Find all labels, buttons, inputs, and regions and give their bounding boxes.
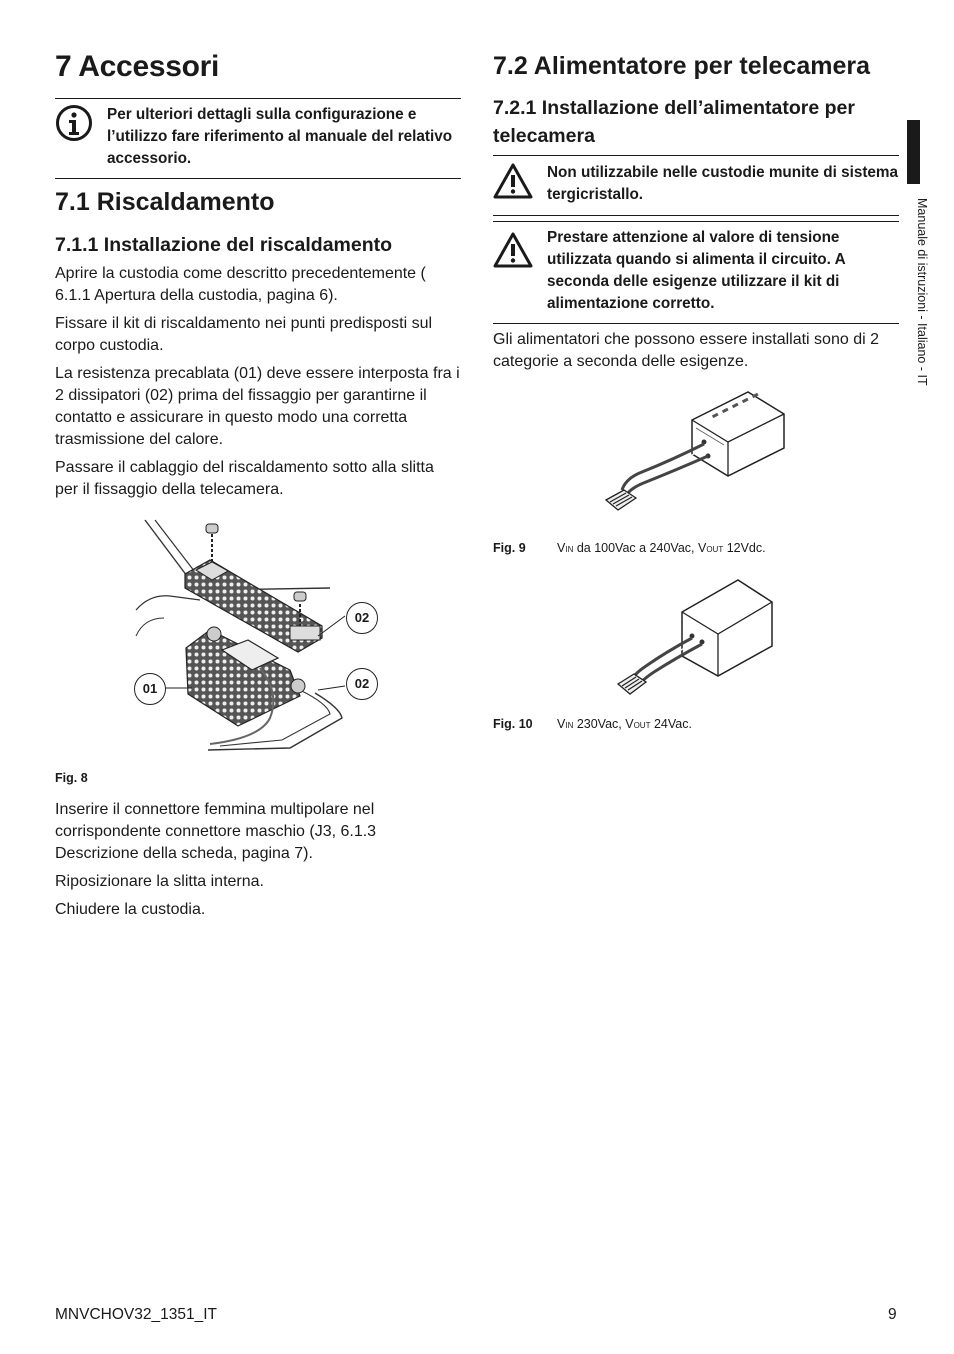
side-label: Manuale di istruzioni - Italiano - IT (915, 198, 929, 386)
divider (493, 215, 899, 216)
caption-in: IN (565, 545, 574, 554)
section-title: 7.1 Riscaldamento (55, 188, 275, 216)
figure-label: Fig. 9 (493, 541, 526, 555)
caption-out: OUT (633, 721, 651, 730)
info-icon (55, 104, 93, 142)
page-number: 9 (888, 1306, 897, 1323)
figure-caption (493, 541, 766, 555)
paragraph: Fissare il kit di riscaldamento nei punti predisposti sul corpo custodia. (55, 315, 433, 354)
warning-icon (493, 231, 533, 269)
caption-in: IN (565, 721, 574, 730)
paragraph: La resistenza precablata (01) deve essere interposta fra i 2 dissipatori (02) prima del fissaggio per garantirne il contatto e assicurare in questo modo una corretta trasmissione del calore. (55, 365, 460, 448)
paragraph: Aprire la custodia come descritto precedentemente ( 6.1.1 Apertura della custodia, pagina 6). (55, 265, 426, 304)
caption-v: V (557, 541, 566, 555)
subsection-title-right: 7.2.1 Installazione dell’alimentatore per telecamera (493, 97, 855, 147)
caption-v: V (625, 717, 634, 731)
divider (493, 221, 899, 222)
divider (493, 155, 899, 156)
info-note (55, 104, 461, 170)
callout-01: 01 (134, 673, 166, 705)
paragraph: Gli alimentatori che possono essere installati sono di 2 categorie a seconda delle esigenze. (493, 331, 879, 370)
figure-caption (493, 717, 692, 731)
warning-text: Prestare attenzione al valore di tensione utilizzata quando si alimenta il circuito. A seconda delle esigenze utilizzare il kit di alimentazione corretto. (547, 229, 846, 312)
body-text (55, 263, 461, 501)
heater-installation-illustration (130, 518, 390, 752)
figure-label: Fig. 10 (493, 717, 533, 731)
paragraph: Chiudere la custodia. (55, 901, 206, 918)
caption-out: OUT (706, 545, 724, 554)
subsection-title: 7.1.1 Installazione del riscaldamento (55, 234, 393, 256)
warning-icon (493, 162, 533, 200)
caption-text: da 100Vac a 240Vac, (573, 541, 698, 555)
caption-text: 230Vac, (573, 717, 626, 731)
divider (493, 323, 899, 324)
figure-label: Fig. 8 (55, 771, 88, 785)
body-text-after (55, 799, 461, 921)
paragraph: Passare il cablaggio del riscaldamento sotto alla slitta per il fissaggio della telecamera. (55, 459, 434, 498)
callout-02-upper: 02 (346, 602, 378, 634)
warning-note (493, 227, 899, 315)
page-title: 7 Accessori (55, 50, 220, 83)
paragraph: Riposizionare la slitta interna. (55, 873, 264, 890)
divider (55, 178, 461, 179)
caption-text: 24Vac. (650, 717, 692, 731)
paragraph: Inserire il connettore femmina multipolare nel corrispondente connettore maschio (J3, 6.1.3 Descrizione della scheda, pagina 7). (55, 801, 377, 862)
document-code: MNVCHOV32_1351_IT (55, 1306, 217, 1323)
divider (55, 98, 461, 99)
figure-caption (55, 771, 119, 785)
warning-note (493, 162, 899, 206)
info-note-text: Per ulteriori dettagli sulla configurazione e l’utilizzo fare riferimento al manuale del relativo accessorio. (107, 106, 453, 167)
caption-v: V (697, 541, 707, 555)
caption-text: 12Vdc. (723, 541, 766, 555)
section-title-right: 7.2 Alimentatore per telecamera (493, 52, 871, 80)
warning-text: Non utilizzabile nelle custodie munite di sistema tergicristallo. (547, 164, 899, 203)
caption-v: V (557, 717, 566, 731)
side-tab-marker (907, 120, 920, 184)
power-supply-24vac-illustration (612, 576, 777, 702)
callout-02-lower: 02 (346, 668, 378, 700)
power-supply-12vdc-illustration (600, 390, 790, 520)
